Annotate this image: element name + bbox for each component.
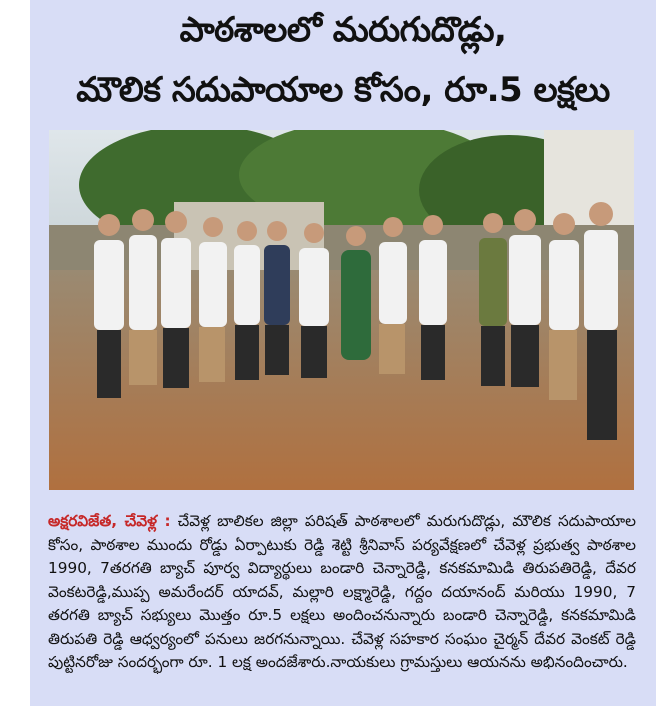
headline-line-1: పాఠశాలలో మరుగుదొడ్లు,: [179, 10, 507, 50]
group-photo: [49, 130, 634, 490]
headline-line-2: మౌలిక సదుపాయాల కోసం, రూ.5 లక్షలు: [76, 70, 610, 110]
group-photo-image: [49, 130, 634, 490]
article-body: [48, 510, 636, 675]
article-text: చేవెళ్ల బాలికల జిల్లా పరిషత్ పాఠశాలలో మరుగుదొడ్లు, మౌలిక సదుపాయాల కోసం, పాఠశాల ముందు రోడ్డు ఏర్పాటుకు రెడ్డి శెట్టి శ్రీనివాస్ పర్యవేక్షణలో చేవెళ్ల ప్రభుత్వ పాఠశాల 1990, 7తరగతి బ్యాచ్ పూర్వ విద్యార్థులు బండారి చెన్నారెడ్డి, కనకమామిడి తిరుపతిరెడ్డి, దేవర వెంకటరెడ్డి,ముప్ప అమరేందర్ యాదవ్, మల్లారి లక్ష్మారెడ్డి, గద్దం దయానంద్ మరియు 1990, 7 తరగతి బ్యాచ్ సభ్యులు మొత్తం రూ.5 లక్షలు అందించనున్నారు బండారి చెన్నారెడ్డి, కనకమామిడి తిరుపతి రెడ్డి ఆధ్వర్యంలో పనులు జరగనున్నాయి. చేవెళ్ల సహకార సంఘం చైర్మన్ దేవర వెంకట్ రెడ్డి పుట్టినరోజు సందర్భంగా రూ. 1 లక్ష అందజేశారు.నాయకులు గ్రామస్తులు ఆయనను అభినందించారు.: [48, 512, 636, 671]
news-clipping: [30, 0, 656, 706]
article-byline: అక్షరవిజేత, చేవెళ్ల :: [48, 512, 171, 530]
